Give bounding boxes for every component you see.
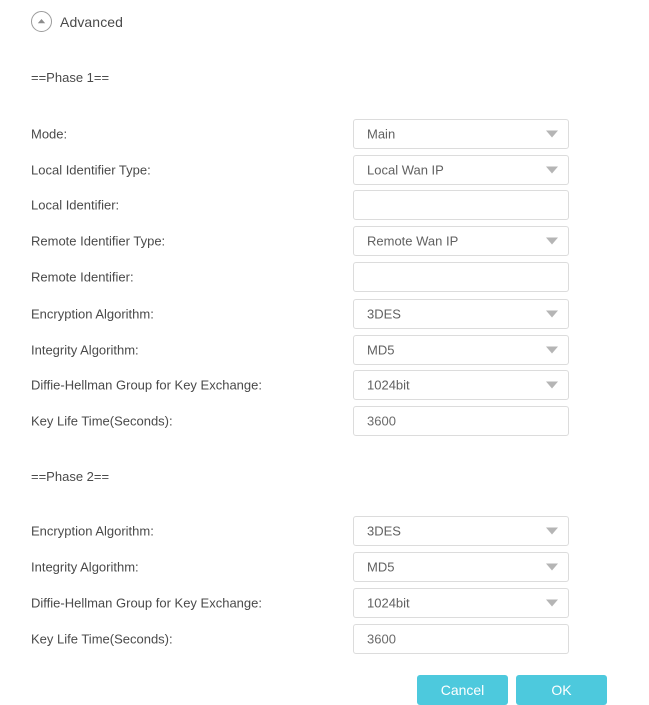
- selected-value: 3DES: [367, 523, 401, 539]
- input-value: 3600: [367, 413, 396, 429]
- input-key-life-timeseconds[interactable]: [353, 624, 569, 654]
- select-local-identifier-type[interactable]: [353, 155, 569, 185]
- form-row: [31, 299, 569, 329]
- chevron-down-icon: [546, 167, 558, 174]
- chevron-down-icon: [546, 311, 558, 318]
- form-row: [31, 516, 569, 546]
- ok-button[interactable]: OK: [516, 675, 607, 705]
- chevron-up-circle-icon: [31, 11, 52, 32]
- field-label-remote-identifier: Remote Identifier:: [31, 269, 134, 285]
- form-row: [31, 335, 569, 365]
- field-label-diffie-hellman-group-for-key-exchange: Diffie-Hellman Group for Key Exchange:: [31, 377, 262, 393]
- form-row: [31, 262, 569, 292]
- field-label-key-life-timeseconds: Key Life Time(Seconds):: [31, 631, 173, 647]
- phase-2-title: ==Phase 2==: [31, 469, 110, 484]
- field-label-diffie-hellman-group-for-key-exchange: Diffie-Hellman Group for Key Exchange:: [31, 595, 262, 611]
- select-integrity-algorithm[interactable]: [353, 552, 569, 582]
- field-label-local-identifier: Local Identifier:: [31, 197, 120, 213]
- field-label-local-identifier-type: Local Identifier Type:: [31, 162, 151, 178]
- form-row: [31, 588, 569, 618]
- chevron-down-icon: [546, 347, 558, 354]
- input-remote-identifier[interactable]: [353, 262, 569, 292]
- select-integrity-algorithm[interactable]: [353, 335, 569, 365]
- selected-value: MD5: [367, 342, 395, 358]
- field-label-integrity-algorithm: Integrity Algorithm:: [31, 559, 139, 575]
- form-row: [31, 226, 569, 256]
- chevron-down-icon: [546, 131, 558, 138]
- form-row: [31, 155, 569, 185]
- field-label-encryption-algorithm: Encryption Algorithm:: [31, 306, 154, 322]
- advanced-section-label: Advanced: [60, 13, 124, 30]
- chevron-down-icon: [546, 564, 558, 571]
- selected-value: Main: [367, 126, 396, 142]
- chevron-down-icon: [546, 382, 558, 389]
- chevron-down-icon: [546, 600, 558, 607]
- select-mode[interactable]: [353, 119, 569, 149]
- field-label-integrity-algorithm: Integrity Algorithm:: [31, 342, 139, 358]
- field-label-remote-identifier-type: Remote Identifier Type:: [31, 233, 166, 249]
- chevron-down-icon: [546, 528, 558, 535]
- select-encryption-algorithm[interactable]: [353, 516, 569, 546]
- form-row: [31, 190, 569, 220]
- dialog-footer: [0, 675, 649, 698]
- selected-value: 1024bit: [367, 377, 410, 393]
- field-label-key-life-timeseconds: Key Life Time(Seconds):: [31, 413, 173, 429]
- advanced-section-toggle[interactable]: [31, 11, 123, 32]
- form-row: [31, 406, 569, 436]
- selected-value: Remote Wan IP: [367, 233, 459, 249]
- selected-value: MD5: [367, 559, 395, 575]
- input-key-life-timeseconds[interactable]: [353, 406, 569, 436]
- select-diffie-hellman-group-for-key-exchange[interactable]: [353, 370, 569, 400]
- selected-value: Local Wan IP: [367, 162, 444, 178]
- select-diffie-hellman-group-for-key-exchange[interactable]: [353, 588, 569, 618]
- form-row: [31, 552, 569, 582]
- selected-value: 1024bit: [367, 595, 410, 611]
- cancel-button[interactable]: Cancel: [417, 675, 508, 705]
- select-encryption-algorithm[interactable]: [353, 299, 569, 329]
- input-value: 3600: [367, 631, 396, 647]
- form-row: [31, 624, 569, 654]
- field-label-mode: Mode:: [31, 126, 68, 142]
- phase-1-title: ==Phase 1==: [31, 70, 110, 85]
- form-row: [31, 370, 569, 400]
- selected-value: 3DES: [367, 306, 401, 322]
- input-local-identifier[interactable]: [353, 190, 569, 220]
- field-label-encryption-algorithm: Encryption Algorithm:: [31, 523, 154, 539]
- select-remote-identifier-type[interactable]: [353, 226, 569, 256]
- form-row: [31, 119, 569, 149]
- chevron-down-icon: [546, 238, 558, 245]
